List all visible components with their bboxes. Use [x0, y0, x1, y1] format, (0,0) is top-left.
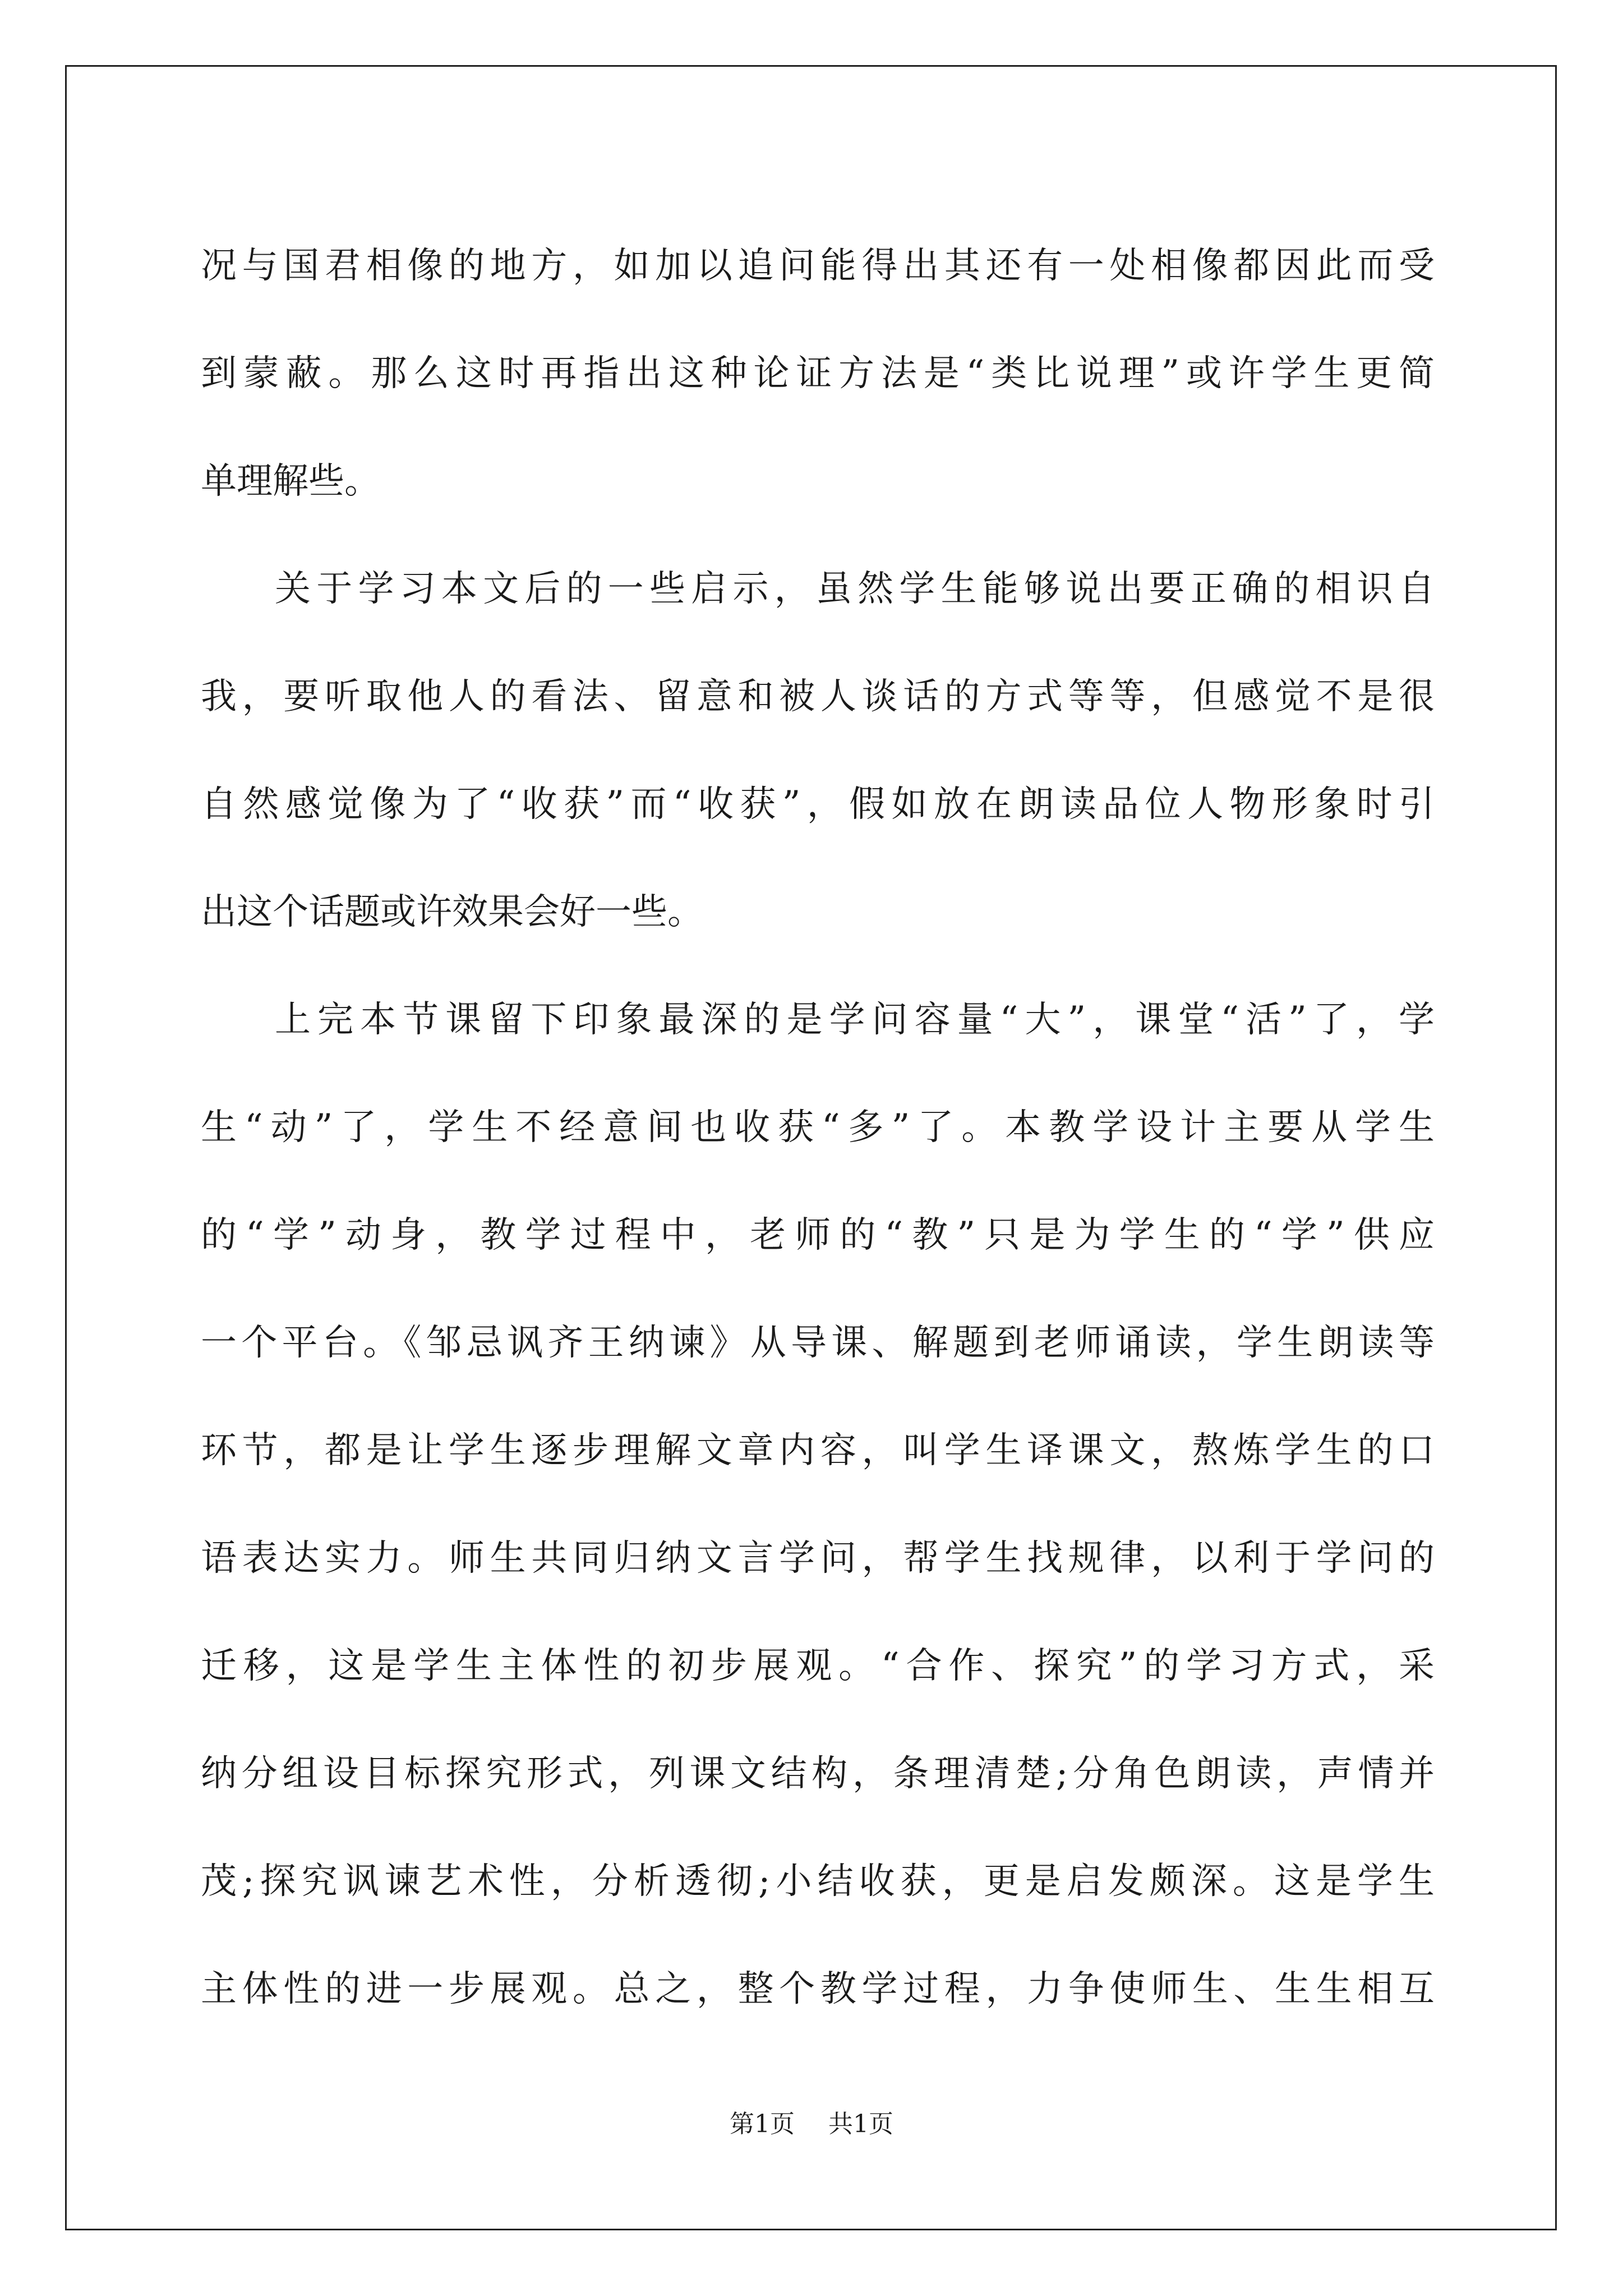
text-line: 主体性的进一步展观。总之，整个教学过程，力争使师生、生生相互 [201, 1968, 1435, 2010]
page-footer [0, 2104, 1623, 2139]
text-line: 出这个话题或许效果会好一些。 [201, 891, 703, 933]
text-line: 迁移，这是学生主体性的初步展观。“合作、探究”的学习方式，采 [201, 1645, 1435, 1687]
text-line: 环节，都是让学生逐步理解文章内容，叫学生译课文，熬炼学生的口 [201, 1430, 1435, 1471]
page-number: 第1页 [730, 2110, 795, 2138]
text-line: 上完本节课留下印象最深的是学问容量“大”，课堂“活”了，学 [275, 999, 1435, 1041]
text-line: 纳分组设目标探究形式，列课文结构，条理清楚;分角色朗读，声情并 [201, 1753, 1435, 1795]
text-line: 关于学习本文后的一些启示，虽然学生能够说出要正确的相识自 [275, 568, 1435, 610]
text-line: 的“学”动身，教学过程中，老师的“教”只是为学生的“学”供应 [201, 1214, 1435, 1256]
document-body [201, 212, 1435, 2043]
total-pages: 共1页 [828, 2110, 893, 2138]
text-line: 茂;探究讽谏艺术性，分析透彻;小结收获，更是启发颇深。这是学生 [201, 1861, 1435, 1902]
text-line: 生“动”了，学生不经意间也收获“多”了。本教学设计主要从学生 [201, 1107, 1435, 1148]
text-line: 单理解些。 [201, 461, 380, 502]
text-line: 自然感觉像为了“收获”而“收获”，假如放在朗读品位人物形象时引 [201, 784, 1435, 825]
text-line: 语表达实力。师生共同归纳文言学问，帮学生找规律，以利于学问的 [201, 1538, 1435, 1579]
text-line: 到蒙蔽。那么这时再指出这种论证方法是“类比说理”或许学生更简 [201, 353, 1435, 394]
text-line: 我，要听取他人的看法、留意和被人谈话的方式等等，但感觉不是很 [201, 676, 1435, 717]
text-line: 况与国君相像的地方，如加以追问能得出其还有一处相像都因此而受 [201, 245, 1435, 287]
text-line: 一个平台。《邹忌讽齐王纳谏》从导课、解题到老师诵读，学生朗读等 [201, 1322, 1435, 1364]
